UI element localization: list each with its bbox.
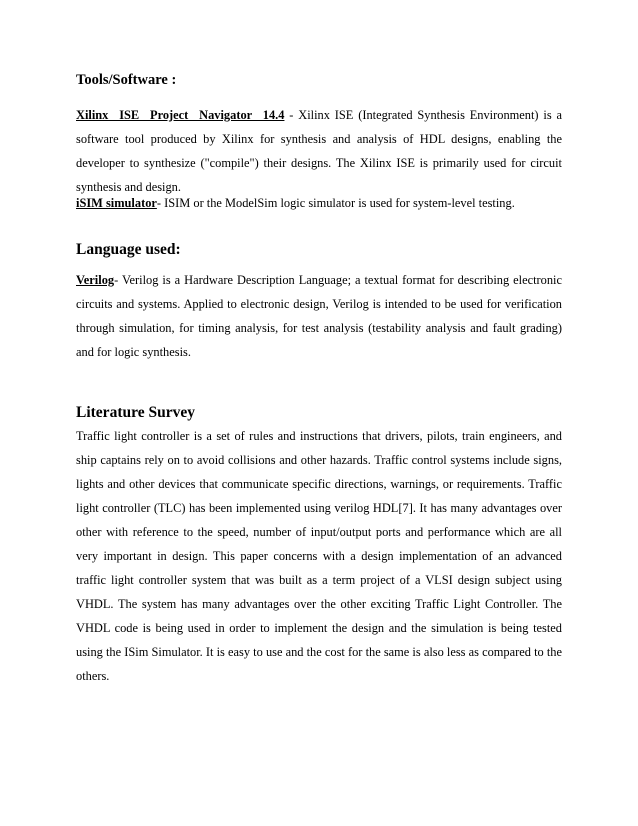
language-used-heading: Language used: <box>76 241 181 258</box>
xilinx-ise-paragraph <box>76 103 562 199</box>
literature-survey-heading: Literature Survey <box>76 404 195 421</box>
isim-simulator-description: - ISIM or the ModelSim logic simulator is used for system-level testing. <box>156 196 515 210</box>
literature-survey-paragraph: Traffic light controller is a set of rules and instructions that drivers, pilots, train engineers, and ship captains rely on to avoid collisions and other hazards. Traffic control systems include signs, lights and other devices that communicate specific directions, warnings, or requirements. Traffic light controller (TLC) has been implemented using verilog HDL[7]. It has many advantages over other with reference to the speed, number of input/output ports and performance which are all very important in design. This paper concerns with a design implementation of an advanced traffic light controller system that was built as a term project of a VLSI design subject using VHDL. The system has many advantages over the other exciting Traffic Light Controller. The VHDL code is being used in order to implement the design and the simulation is being tested using the ISim Simulator. It is easy to use and the cost for the same is also less as compared to the others. <box>76 429 562 683</box>
isim-simulator-term: iSIM simulator <box>76 196 157 210</box>
isim-simulator-paragraph <box>76 191 562 215</box>
xilinx-ise-term: Xilinx ISE Project Navigator 14.4 <box>76 108 285 122</box>
tools-software-heading: Tools/Software : <box>76 72 177 88</box>
xilinx-ise-description: - Xilinx ISE (Integrated Synthesis Environment) is a software tool produced by Xilinx for synthesis and analysis of HDL designs, enabling the developer to synthesize ("compile") their designs. The Xilinx ISE is primarily used for circuit synthesis and design. <box>76 108 562 194</box>
verilog-term: Verilog <box>76 273 115 287</box>
verilog-paragraph <box>76 268 562 364</box>
verilog-description: - Verilog is a Hardware Description Language; a textual format for describing electronic circuits and systems. Applied to electronic design, Verilog is intended to be used for verification through simulation, for timing analysis, for test analysis (testability analysis and fault grading) and for logic synthesis. <box>76 273 562 359</box>
